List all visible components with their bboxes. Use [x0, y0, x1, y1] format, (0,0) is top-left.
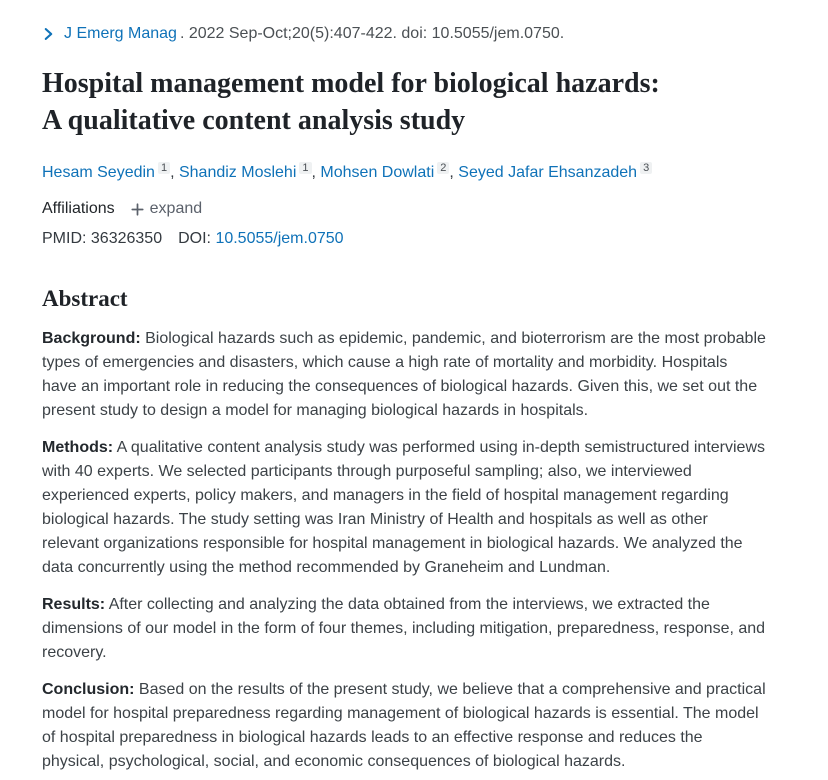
expand-affiliations-label: expand	[149, 200, 203, 218]
author-link[interactable]: Mohsen Dowlati	[320, 164, 435, 182]
paragraph-label: Background:	[42, 330, 141, 348]
pmid-label: PMID:	[42, 230, 87, 248]
pmid-value: 36326350	[90, 230, 163, 248]
pmid-group	[42, 230, 162, 247]
author-link[interactable]: Shandiz Moslehi	[178, 164, 297, 182]
chevron-right-icon	[42, 27, 55, 41]
citation-details: . 2022 Sep-Oct;20(5):407-422. doi: 10.5055/jem.0750.	[179, 25, 565, 42]
authors-list	[42, 161, 766, 184]
paragraph-label: Results:	[42, 596, 106, 614]
identifiers-row	[42, 229, 766, 249]
affiliation-superscript[interactable]: 3	[640, 162, 652, 174]
abstract-paragraph-results	[42, 593, 766, 665]
paragraph-text: Based on the results of the present study, we believe that a comprehensive and practical model for hospital preparedness regarding management of biological hazards is essential. The model of hospital preparedness in biological hazards leads to an effective response and reduces the physical, psychological, social, and economic consequences of biological hazards.	[42, 681, 766, 771]
author	[42, 164, 175, 181]
author-separator: ,	[449, 164, 454, 182]
article-title	[42, 65, 766, 139]
journal-link[interactable]: J Emerg Manag	[64, 25, 177, 42]
paragraph-text: After collecting and analyzing the data obtained from the interviews, we extracted the dimensions of our model in the form of four themes, including mitigation, preparedness, response, and recovery.	[42, 596, 766, 662]
doi-label: DOI:	[178, 230, 211, 248]
affiliation-superscript[interactable]: 1	[158, 162, 170, 174]
doi-group	[178, 230, 343, 247]
affiliation-superscript[interactable]: 1	[299, 162, 311, 174]
abstract-paragraph-methods	[42, 436, 766, 580]
journal-citation-row	[42, 24, 766, 44]
abstract-paragraph-conclusion	[42, 678, 766, 774]
article-title-line-1: Hospital management model for biological hazards:	[42, 68, 660, 99]
affiliation-superscript[interactable]: 2	[437, 162, 449, 174]
author-separator: ,	[311, 164, 316, 182]
plus-icon	[131, 203, 144, 216]
citation-toggle-button[interactable]	[42, 27, 55, 41]
expand-affiliations-button[interactable]	[131, 200, 203, 218]
affiliations-row	[42, 199, 766, 219]
author	[320, 164, 453, 181]
author-separator: ,	[170, 164, 175, 182]
affiliations-label: Affiliations	[42, 200, 115, 218]
paragraph-text: Biological hazards such as epidemic, pandemic, and bioterrorism are the most probable types of emergencies and disasters, which cause a high rate of mortality and morbidity. Hospitals have an important role in reducing the consequences of biological hazards. Given this, we set out the present study to design a model for managing biological hazards in hospitals.	[42, 330, 766, 420]
author-link[interactable]: Seyed Jafar Ehsanzadeh	[458, 164, 638, 182]
author	[458, 164, 652, 181]
abstract-heading: Abstract	[42, 286, 128, 312]
doi-link[interactable]: 10.5055/jem.0750	[215, 230, 344, 248]
author	[179, 164, 316, 181]
article-title-line-2: A qualitative content analysis study	[42, 105, 466, 136]
paragraph-text: A qualitative content analysis study was performed using in-depth semistructured interviews with 40 experts. We selected participants through purposeful sampling; also, we interviewed experienced experts, policy makers, and managers in the field of hospital management regarding biological hazards. The study setting was Iran Ministry of Health and hospitals as well as other relevant organizations responsible for hospital management in biological hazards. We analyzed the data concurrently using the method recommended by Graneheim and Lundman.	[42, 439, 765, 577]
abstract-paragraph-background	[42, 327, 766, 423]
paragraph-label: Methods:	[42, 439, 114, 457]
author-link[interactable]: Hesam Seyedin	[42, 164, 155, 182]
paragraph-label: Conclusion:	[42, 681, 135, 699]
